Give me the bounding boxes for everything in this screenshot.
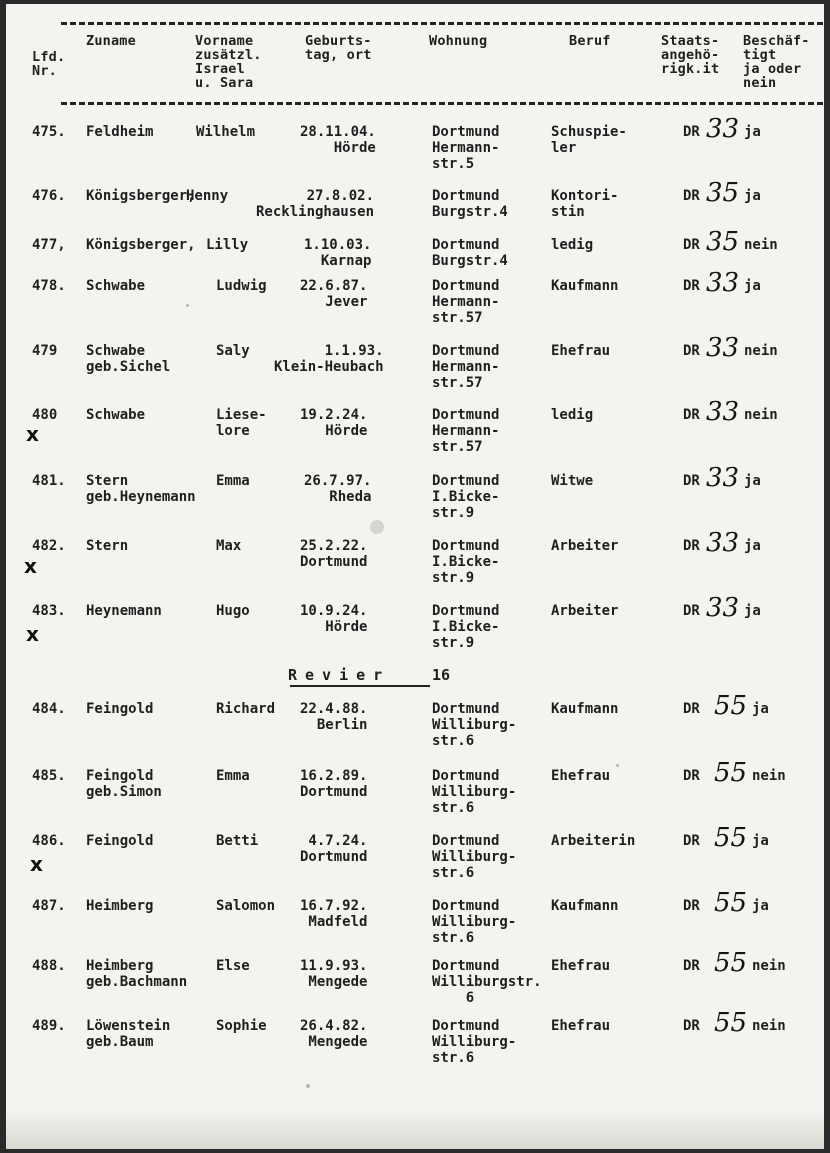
row-wohnung: Dortmund Hermann- str.57	[432, 407, 500, 455]
row-vorname: Richard	[216, 701, 276, 717]
cross-mark-480: x	[26, 422, 39, 446]
row-geburt: 16.2.89. Dortmund	[300, 768, 368, 800]
scan-speck	[616, 764, 619, 767]
row-number: 481.	[32, 473, 66, 489]
handwritten-number: 55	[714, 1008, 748, 1038]
row-staat: DR	[683, 701, 700, 717]
row-vorname: Liese- lore	[216, 407, 267, 439]
handwritten-number: 33	[706, 593, 740, 623]
row-vorname: Lilly	[206, 237, 249, 253]
row-staat: DR	[683, 898, 700, 914]
row-beruf: Kaufmann	[551, 898, 619, 914]
row-beruf: Schuspie- ler	[551, 124, 627, 156]
row-geburt: 25.2.22. Dortmund	[300, 538, 368, 570]
row-vorname: Hugo	[216, 603, 250, 619]
header-vorname: Vorname zusätzl. Israel u. Sara	[195, 33, 262, 91]
row-wohnung: Dortmund Hermann- str.5	[432, 124, 500, 172]
row-number: 475.	[32, 124, 66, 140]
row-number: 489.	[32, 1018, 66, 1034]
row-wohnung: Dortmund I.Bicke- str.9	[432, 603, 500, 651]
row-geburt: 27.8.02. Recklinghausen	[256, 188, 375, 220]
row-beschaeftigt: ja	[752, 898, 769, 914]
row-wohnung: Dortmund I.Bicke- str.9	[432, 473, 500, 521]
row-beruf: Ehefrau	[551, 958, 611, 974]
scan-speck	[186, 304, 189, 307]
row-vorname: Salomon	[216, 898, 276, 914]
row-beruf: ledig	[551, 407, 594, 423]
row-wohnung: Dortmund Burgstr.4	[432, 188, 508, 220]
row-beschaeftigt: nein	[744, 237, 778, 253]
handwritten-number: 33	[706, 397, 740, 427]
row-number: 476.	[32, 188, 66, 204]
cross-mark-486: x	[30, 852, 43, 876]
row-zuname: Löwenstein geb.Baum	[86, 1018, 171, 1050]
row-beschaeftigt: ja	[744, 473, 761, 489]
row-zuname: Stern geb.Heynemann	[86, 473, 196, 505]
row-wohnung: Dortmund Burgstr.4	[432, 237, 508, 269]
row-beschaeftigt: ja	[752, 701, 769, 717]
row-zuname: Heimberg	[86, 898, 154, 914]
row-zuname: Feldheim	[86, 124, 154, 140]
handwritten-number: 55	[714, 948, 748, 978]
row-number: 488.	[32, 958, 66, 974]
row-vorname: Wilhelm	[196, 124, 256, 140]
row-vorname: Else	[216, 958, 250, 974]
row-number: 482.	[32, 538, 66, 554]
row-geburt: 22.4.88. Berlin	[300, 701, 368, 733]
row-zuname: Königsberger,	[86, 188, 196, 204]
row-wohnung: Dortmund Williburgstr. 6	[432, 958, 542, 1006]
row-wohnung: Dortmund Williburg- str.6	[432, 1018, 517, 1066]
row-beruf: Witwe	[551, 473, 594, 489]
row-beruf: Arbeiter	[551, 603, 619, 619]
row-beruf: Kontori- stin	[551, 188, 619, 220]
row-geburt: 1.1.93. Klein-Heubach	[274, 343, 384, 375]
row-geburt: 11.9.93. Mengede	[300, 958, 368, 990]
row-vorname: Emma	[216, 768, 250, 784]
row-wohnung: Dortmund Williburg- str.6	[432, 701, 517, 749]
row-staat: DR	[683, 603, 700, 619]
row-staat: DR	[683, 958, 700, 974]
scan-bottom-shadow	[6, 1109, 824, 1149]
row-zuname: Stern	[86, 538, 129, 554]
row-number: 485.	[32, 768, 66, 784]
header-geburt: Geburts- tag, ort	[305, 33, 372, 63]
row-number: 487.	[32, 898, 66, 914]
row-wohnung: Dortmund Williburg- str.6	[432, 833, 517, 881]
row-beruf: Arbeiterin	[551, 833, 636, 849]
row-beschaeftigt: ja	[744, 278, 761, 294]
row-number: 478.	[32, 278, 66, 294]
section-revier-label: Revier	[288, 666, 391, 684]
handwritten-number: 33	[706, 463, 740, 493]
header-beschaeftigt: Beschäf- tigt ja oder nein	[743, 33, 810, 91]
row-beruf: Arbeiter	[551, 538, 619, 554]
header-wohnung: Wohnung	[429, 33, 488, 49]
row-vorname: Betti	[216, 833, 259, 849]
row-zuname: Feingold	[86, 701, 154, 717]
header-staatsangehoerigkeit: Staats- angehö- rigk.it	[661, 33, 720, 77]
row-beschaeftigt: ja	[744, 603, 761, 619]
row-vorname: Ludwig	[216, 278, 267, 294]
row-staat: DR	[683, 1018, 700, 1034]
section-revier-number: 16	[432, 666, 451, 684]
row-number: 486.	[32, 833, 66, 849]
row-vorname: Henny	[186, 188, 229, 204]
row-number: 484.	[32, 701, 66, 717]
row-zuname: Heynemann	[86, 603, 162, 619]
row-beruf: Ehefrau	[551, 768, 611, 784]
row-number: 480	[32, 407, 58, 423]
row-beruf: Ehefrau	[551, 1018, 611, 1034]
row-beschaeftigt: ja	[744, 538, 761, 554]
row-vorname: Emma	[216, 473, 250, 489]
row-beschaeftigt: nein	[744, 407, 778, 423]
row-staat: DR	[683, 768, 700, 784]
row-geburt: 26.4.82. Mengede	[300, 1018, 368, 1050]
handwritten-number: 35	[706, 178, 740, 208]
handwritten-number: 55	[714, 758, 748, 788]
row-wohnung: Dortmund Hermann- str.57	[432, 278, 500, 326]
row-beschaeftigt: ja	[752, 833, 769, 849]
handwritten-number: 55	[714, 691, 748, 721]
row-zuname: Schwabe	[86, 407, 146, 423]
header-beruf: Beruf	[569, 33, 611, 49]
row-geburt: 16.7.92. Madfeld	[300, 898, 368, 930]
row-staat: DR	[683, 407, 700, 423]
row-zuname: Heimberg geb.Bachmann	[86, 958, 188, 990]
header-lfd-nr: Lfd. Nr.	[32, 49, 66, 79]
row-zuname: Schwabe	[86, 278, 146, 294]
row-wohnung: Dortmund I.Bicke- str.9	[432, 538, 500, 586]
cross-mark-482: x	[24, 554, 37, 578]
row-beruf: Kaufmann	[551, 278, 619, 294]
handwritten-number: 55	[714, 823, 748, 853]
handwritten-number: 33	[706, 333, 740, 363]
row-geburt: 1.10.03. Karnap	[304, 237, 372, 269]
cross-mark-483: x	[26, 622, 39, 646]
row-zuname: Schwabe geb.Sichel	[86, 343, 171, 375]
row-wohnung: Dortmund Hermann- str.57	[432, 343, 500, 391]
row-wohnung: Dortmund Williburg- str.6	[432, 768, 517, 816]
scan-speck	[370, 520, 384, 534]
row-staat: DR	[683, 237, 700, 253]
row-beschaeftigt: nein	[752, 1018, 786, 1034]
row-geburt: 28.11.04. Hörde	[300, 124, 376, 156]
row-beschaeftigt: nein	[752, 768, 786, 784]
row-number: 477,	[32, 237, 66, 253]
row-geburt: 19.2.24. Hörde	[300, 407, 368, 439]
row-zuname: Königsberger,	[86, 237, 196, 253]
row-number: 479	[32, 343, 58, 359]
row-vorname: Saly	[216, 343, 250, 359]
header-zuname: Zuname	[86, 33, 136, 49]
row-staat: DR	[683, 833, 700, 849]
handwritten-number: 55	[714, 888, 748, 918]
row-staat: DR	[683, 188, 700, 204]
row-staat: DR	[683, 473, 700, 489]
row-geburt: 4.7.24. Dortmund	[300, 833, 368, 865]
scan-speck	[306, 1084, 310, 1088]
header-bottom-rule	[61, 102, 823, 105]
row-beschaeftigt: ja	[744, 188, 761, 204]
row-vorname: Max	[216, 538, 242, 554]
row-beruf: Ehefrau	[551, 343, 611, 359]
row-staat: DR	[683, 538, 700, 554]
handwritten-number: 35	[706, 227, 740, 257]
row-number: 483.	[32, 603, 66, 619]
row-staat: DR	[683, 278, 700, 294]
handwritten-number: 33	[706, 528, 740, 558]
row-wohnung: Dortmund Williburg- str.6	[432, 898, 517, 946]
row-beschaeftigt: nein	[744, 343, 778, 359]
section-underline	[290, 685, 430, 687]
row-beschaeftigt: nein	[752, 958, 786, 974]
row-zuname: Feingold	[86, 833, 154, 849]
row-beschaeftigt: ja	[744, 124, 761, 140]
row-vorname: Sophie	[216, 1018, 267, 1034]
row-zuname: Feingold geb.Simon	[86, 768, 162, 800]
row-geburt: 26.7.97. Rheda	[304, 473, 372, 505]
row-geburt: 22.6.87. Jever	[300, 278, 368, 310]
row-staat: DR	[683, 124, 700, 140]
row-geburt: 10.9.24. Hörde	[300, 603, 368, 635]
handwritten-number: 33	[706, 268, 740, 298]
row-beruf: Kaufmann	[551, 701, 619, 717]
header-top-rule	[61, 22, 823, 25]
handwritten-number: 33	[706, 114, 740, 144]
row-beruf: ledig	[551, 237, 594, 253]
row-staat: DR	[683, 343, 700, 359]
document-page	[6, 4, 824, 1149]
